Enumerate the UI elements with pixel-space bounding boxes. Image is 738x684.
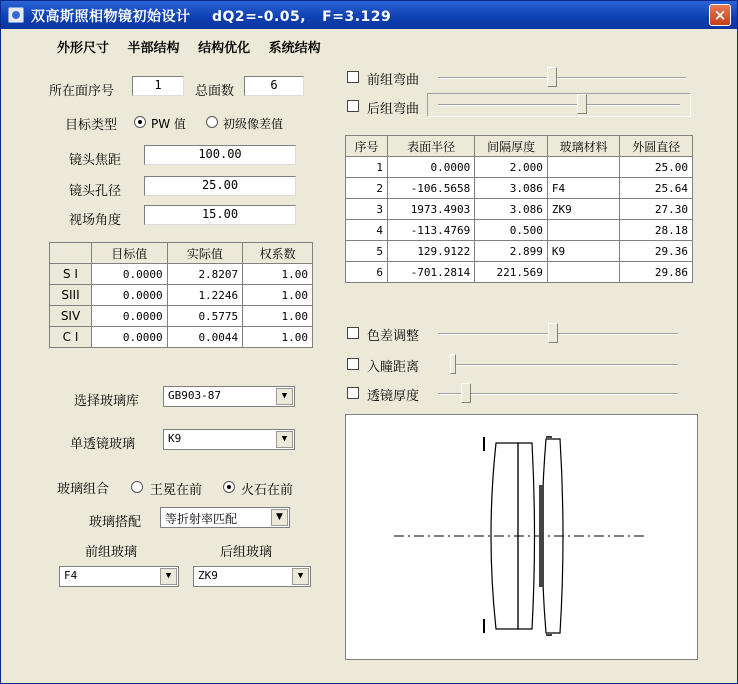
singlet-glass-value: K9 [168, 432, 182, 445]
color-adjust-checkbox[interactable] [347, 327, 359, 339]
app-icon [8, 7, 24, 23]
row-header: S I [50, 264, 92, 285]
material-cell[interactable] [547, 262, 620, 283]
chevron-down-icon[interactable]: ▼ [276, 431, 293, 448]
field-angle-label: 视场角度 [69, 213, 122, 228]
actual-cell: 0.0044 [167, 327, 243, 348]
surface-no-label: 所在面序号 [49, 84, 115, 99]
row-header: SIV [50, 306, 92, 327]
pupil-distance-label: 入瞳距离 [367, 360, 420, 375]
material-cell[interactable] [547, 220, 620, 241]
field-angle-input[interactable]: 15.00 [144, 205, 296, 225]
target-cell[interactable]: 0.0000 [92, 264, 168, 285]
singlet-glass-select[interactable] [163, 429, 295, 450]
rear-glass-value: ZK9 [198, 569, 218, 582]
menu-item-half-structure[interactable]: 半部结构 [127, 41, 180, 56]
glass-match-select[interactable] [160, 507, 290, 528]
air-gap-marker [539, 485, 544, 587]
thickness-cell[interactable]: 3.086 [475, 199, 548, 220]
crown-first-label: 王冕在前 [150, 483, 203, 498]
radius-cell[interactable]: -106.5658 [388, 178, 475, 199]
menu-item-system[interactable]: 系统结构 [268, 41, 321, 56]
front-glass-label: 前组玻璃 [85, 545, 138, 560]
target-cell[interactable]: 0.0000 [92, 327, 168, 348]
weight-cell[interactable]: 1.00 [243, 285, 313, 306]
thickness-cell[interactable]: 2.000 [475, 157, 548, 178]
diameter-cell[interactable]: 29.86 [620, 262, 693, 283]
no-cell: 4 [346, 220, 388, 241]
primary-aberration-radio[interactable] [206, 116, 218, 128]
lens-thickness-checkbox[interactable] [347, 387, 359, 399]
chevron-down-icon[interactable]: ▼ [292, 568, 309, 585]
thickness-cell[interactable]: 221.569 [475, 262, 548, 283]
aberration-col-actual: 实际值 [167, 243, 243, 264]
no-cell: 2 [346, 178, 388, 199]
aperture-input[interactable]: 25.00 [144, 176, 296, 196]
actual-cell: 2.8207 [167, 264, 243, 285]
surface-col-thickness: 间隔厚度 [475, 136, 548, 157]
lens-thickness-slider[interactable] [461, 383, 471, 403]
focal-length-input[interactable]: 100.00 [144, 145, 296, 165]
chevron-down-icon[interactable]: ▼ [271, 509, 288, 526]
diameter-cell[interactable]: 27.30 [620, 199, 693, 220]
surface-table [345, 135, 693, 283]
table-row [346, 178, 693, 199]
pupil-distance-checkbox[interactable] [347, 358, 359, 370]
weight-cell[interactable]: 1.00 [243, 327, 313, 348]
target-cell[interactable]: 0.0000 [92, 285, 168, 306]
focal-length-label: 镜头焦距 [69, 153, 122, 168]
glass-library-label: 选择玻璃库 [74, 394, 140, 409]
glass-match-value: 等折射率匹配 [165, 512, 238, 526]
color-adjust-label: 色差调整 [367, 329, 420, 344]
rear-bend-checkbox[interactable] [347, 100, 359, 112]
aberration-col-target: 目标值 [92, 243, 168, 264]
material-cell[interactable]: F4 [547, 178, 620, 199]
glass-match-label: 玻璃搭配 [89, 515, 142, 530]
radius-cell[interactable]: -113.4769 [388, 220, 475, 241]
rear-bend-label: 后组弯曲 [367, 102, 420, 117]
total-surfaces-label: 总面数 [195, 84, 235, 99]
thickness-cell[interactable]: 0.500 [475, 220, 548, 241]
material-cell[interactable]: ZK9 [547, 199, 620, 220]
front-bend-checkbox[interactable] [347, 71, 359, 83]
surface-col-radius: 表面半径 [388, 136, 475, 157]
rear-bend-slider[interactable] [577, 94, 587, 114]
radius-cell[interactable]: -701.2814 [388, 262, 475, 283]
radius-cell[interactable]: 0.0000 [388, 157, 475, 178]
target-type-label: 目标类型 [65, 118, 118, 133]
no-cell: 1 [346, 157, 388, 178]
window-title: 双高斯照相物镜初始设计 dQ2=-0.05, F=3.129 [31, 9, 392, 25]
table-row [50, 306, 313, 327]
target-cell[interactable]: 0.0000 [92, 306, 168, 327]
diameter-cell[interactable]: 28.18 [620, 220, 693, 241]
table-row [50, 285, 313, 306]
flint-first-label: 火石在前 [241, 483, 294, 498]
aperture-label: 镜头孔径 [69, 184, 122, 199]
rear-glass-label: 后组玻璃 [220, 545, 273, 560]
table-row [50, 327, 313, 348]
front-glass-select[interactable] [59, 566, 179, 587]
flint-first-radio[interactable] [223, 481, 235, 493]
diameter-cell[interactable]: 29.36 [620, 241, 693, 262]
radius-cell[interactable]: 1973.4903 [388, 199, 475, 220]
table-row [346, 220, 693, 241]
chevron-down-icon[interactable]: ▼ [160, 568, 177, 585]
glass-library-select[interactable] [163, 386, 295, 407]
total-surfaces-input[interactable]: 6 [244, 76, 304, 96]
front-bend-track[interactable] [438, 77, 686, 79]
menu-item-dimensions[interactable]: 外形尺寸 [57, 41, 110, 56]
thickness-cell[interactable]: 3.086 [475, 178, 548, 199]
front-bend-label: 前组弯曲 [367, 73, 420, 88]
thickness-cell[interactable]: 2.899 [475, 241, 548, 262]
no-cell: 5 [346, 241, 388, 262]
surface-col-no: 序号 [346, 136, 388, 157]
aberration-table [49, 242, 313, 348]
pw-value-radio[interactable] [134, 116, 146, 128]
pupil-distance-slider[interactable] [450, 354, 456, 374]
actual-cell: 1.2246 [167, 285, 243, 306]
surface-col-material: 玻璃材料 [547, 136, 620, 157]
table-row [346, 262, 693, 283]
radius-cell[interactable]: 129.9122 [388, 241, 475, 262]
weight-cell[interactable]: 1.00 [243, 306, 313, 327]
lens-thickness-label: 透镜厚度 [367, 389, 420, 404]
singlet-glass-label: 单透镜玻璃 [70, 437, 136, 452]
actual-cell: 0.5775 [167, 306, 243, 327]
surface-col-diameter: 外圆直径 [620, 136, 693, 157]
table-row [346, 241, 693, 262]
lens-diagram-panel [345, 414, 698, 660]
rear-bend-track[interactable] [438, 104, 680, 106]
front-bend-slider[interactable] [547, 67, 557, 87]
glass-combo-label: 玻璃组合 [57, 482, 110, 497]
lens-diagram [346, 415, 697, 659]
aberration-col-weight: 权系数 [243, 243, 313, 264]
surface-no-input[interactable]: 1 [132, 76, 184, 96]
material-cell[interactable]: K9 [547, 241, 620, 262]
row-header: SIII [50, 285, 92, 306]
menu-item-optimize[interactable]: 结构优化 [198, 41, 251, 56]
close-button[interactable]: × [709, 4, 731, 26]
no-cell: 6 [346, 262, 388, 283]
color-adjust-slider[interactable] [548, 323, 558, 343]
row-header: C I [50, 327, 92, 348]
diameter-cell[interactable]: 25.64 [620, 178, 693, 199]
material-cell[interactable] [547, 157, 620, 178]
glass-library-value: GB903-87 [168, 389, 221, 402]
front-glass-value: F4 [64, 569, 78, 582]
pw-value-label: PW 值 [151, 117, 186, 131]
table-row [346, 199, 693, 220]
crown-first-radio[interactable] [131, 481, 143, 493]
aberration-col-blank [50, 243, 92, 264]
no-cell: 3 [346, 199, 388, 220]
primary-aberration-label: 初级像差值 [223, 117, 284, 131]
weight-cell[interactable]: 1.00 [243, 264, 313, 285]
chevron-down-icon[interactable]: ▼ [276, 388, 293, 405]
title-bar[interactable] [1, 1, 737, 29]
table-row [346, 157, 693, 178]
menu-bar [57, 37, 335, 57]
pupil-distance-track[interactable] [453, 364, 678, 366]
rear-glass-select[interactable] [193, 566, 311, 587]
table-row [50, 264, 313, 285]
lens-thickness-track[interactable] [438, 393, 678, 395]
diameter-cell[interactable]: 25.00 [620, 157, 693, 178]
